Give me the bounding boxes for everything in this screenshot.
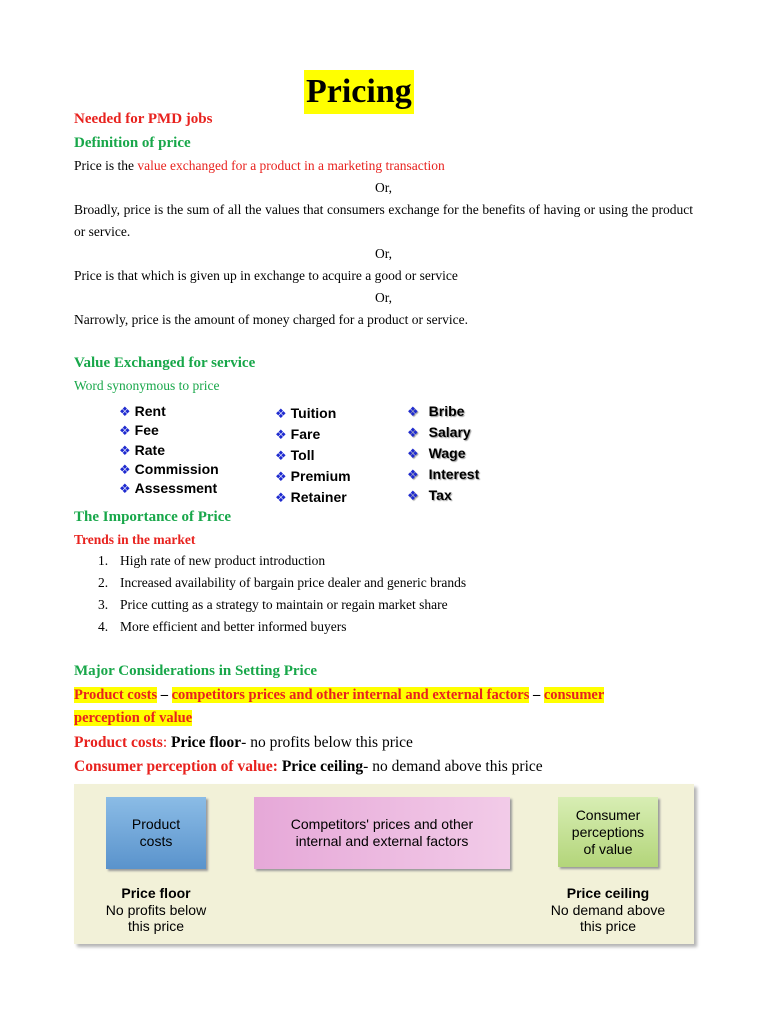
trends-heading: Trends in the market [74, 532, 196, 547]
consumer-label: consumer [543, 687, 605, 703]
trends-list [98, 550, 466, 638]
synonyms-column-2 [275, 403, 351, 508]
value-exchanged-heading: Value Exchanged for service [74, 355, 256, 371]
consumer-perceptions-box: Consumer perceptions of value [558, 797, 658, 867]
definition-1-prefix: Price is the [74, 158, 138, 173]
definition-3: Price is that which is given up in exchange to acquire a good or service [74, 268, 458, 283]
list-item: ❖ Interest [407, 466, 480, 482]
diamond-bullet-icon: ❖ [275, 427, 287, 442]
product-costs-box: Product costs [106, 797, 206, 869]
diamond-bullet-icon: ❖ [407, 404, 419, 419]
or-separator: Or, [374, 180, 393, 195]
list-item: ❖ Fare [275, 426, 321, 442]
competitors-label: competitors prices and other internal and external factors [171, 687, 530, 703]
page-title: Pricing [304, 70, 414, 114]
definition-heading: Definition of price [74, 135, 191, 151]
list-item: ❖ Rent [119, 403, 166, 419]
pricing-diagram [74, 784, 694, 944]
list-item: 4. More efficient and better informed buyers [98, 619, 347, 634]
diamond-bullet-icon: ❖ [407, 446, 419, 461]
importance-heading: The Importance of Price [74, 509, 232, 525]
diamond-bullet-icon: ❖ [275, 448, 287, 463]
list-item: ❖ Wage [407, 445, 466, 461]
diamond-bullet-icon: ❖ [407, 467, 419, 482]
diamond-bullet-icon: ❖ [119, 443, 131, 458]
considerations-line-2 [74, 707, 192, 730]
definition-1-highlight: value exchanged for a product in a marketing transaction [137, 158, 445, 173]
list-item: 3. Price cutting as a strategy to maintain or regain market share [98, 597, 448, 612]
synonyms-column-3 [407, 401, 479, 506]
definition-2: Broadly, price is the sum of all the values that consumers exchange for the benefits of having or using the product or service. [74, 202, 693, 239]
definition-4: Narrowly, price is the amount of money charged for a product or service. [74, 312, 468, 327]
definition-1 [74, 155, 693, 177]
diamond-bullet-icon: ❖ [275, 490, 287, 505]
list-item: ❖ Assessment [119, 480, 218, 496]
considerations-line: Product costs – competitors prices and other internal and external factors – consumer [74, 687, 605, 703]
diamond-bullet-icon: ❖ [119, 404, 131, 419]
list-item: ❖ Toll [275, 447, 315, 463]
consumer-perception-line: Consumer perception of value: Price ceiling- no demand above this price [74, 758, 543, 775]
list-item: 1. High rate of new product introduction [98, 553, 326, 568]
list-item: ❖ Bribe [407, 403, 465, 419]
competitors-box: Competitors' prices and other internal and external factors [254, 797, 510, 869]
diamond-bullet-icon: ❖ [407, 488, 419, 503]
or-separator: Or, [374, 290, 393, 305]
diamond-bullet-icon: ❖ [119, 481, 131, 496]
diamond-bullet-icon: ❖ [275, 469, 287, 484]
list-item: ❖ Rate [119, 442, 166, 458]
or-separator: Or, [374, 246, 393, 261]
list-item: ❖ Fee [119, 422, 159, 438]
diamond-bullet-icon: ❖ [275, 406, 287, 421]
list-item: ❖ Salary [407, 424, 471, 440]
price-floor-caption: Price floor No profits below this price [105, 885, 207, 934]
product-costs-label: Product costs [74, 687, 158, 703]
diamond-bullet-icon: ❖ [119, 462, 131, 477]
synonyms-subheading: Word synonymous to price [74, 378, 220, 393]
diamond-bullet-icon: ❖ [119, 423, 131, 438]
major-considerations-heading: Major Considerations in Setting Price [74, 663, 318, 679]
price-ceiling-caption: Price ceiling No demand above this price [550, 885, 666, 934]
list-item: ❖ Tuition [275, 405, 337, 421]
product-costs-line: Product costs: Price floor- no profits below this price [74, 734, 413, 751]
list-item: ❖ Commission [119, 461, 219, 477]
list-item: 2. Increased availability of bargain price dealer and generic brands [98, 575, 467, 590]
needed-heading: Needed for PMD jobs [74, 111, 213, 127]
list-item: ❖ Premium [275, 468, 351, 484]
perception-label: perception of value [74, 710, 193, 726]
synonyms-column-1 [119, 401, 219, 499]
list-item: ❖ Retainer [275, 489, 347, 505]
list-item: ❖ Tax [407, 487, 452, 503]
diamond-bullet-icon: ❖ [407, 425, 419, 440]
